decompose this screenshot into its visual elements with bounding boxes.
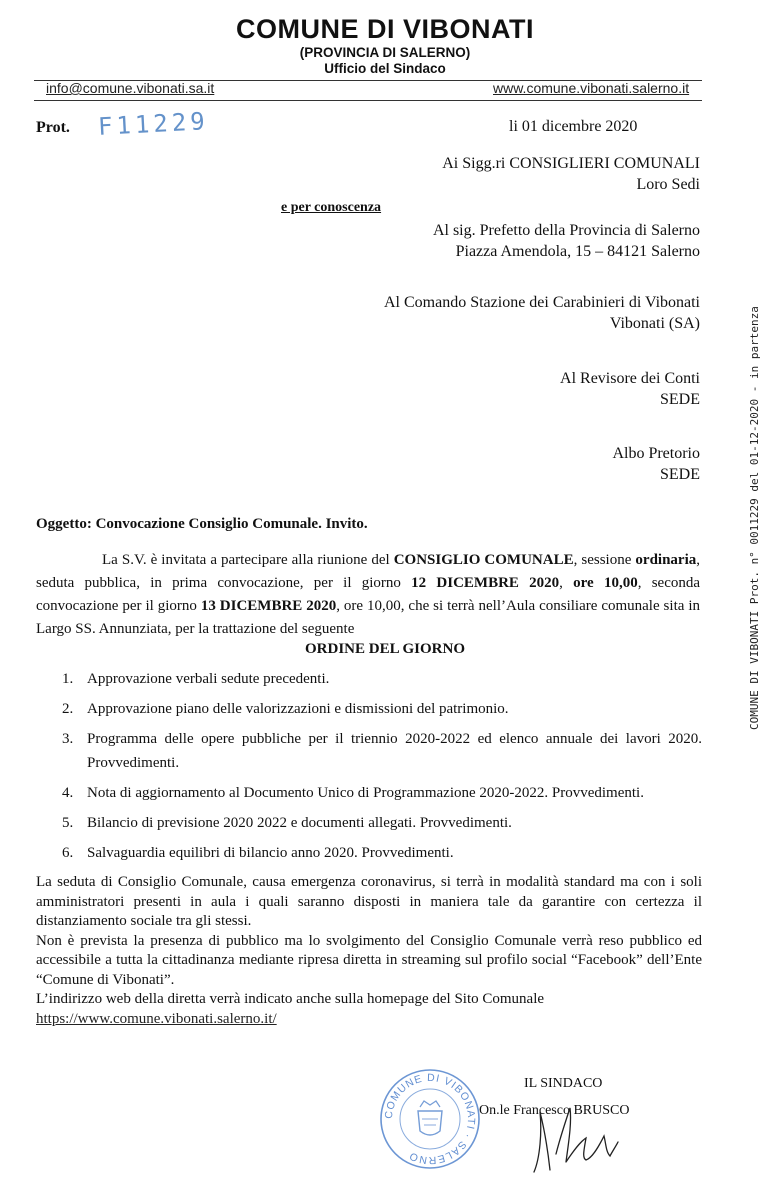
agenda-item-text: Nota di aggiornamento al Documento Unico di Programmazione 2020-2022. Provvedimenti. <box>87 785 644 801</box>
agenda-list <box>62 667 702 871</box>
letter-date: li 01 dicembre 2020 <box>509 118 638 135</box>
subject-line <box>36 516 368 533</box>
recipient-line: Albo Pretorio <box>612 445 700 462</box>
header-divider-bottom <box>34 100 702 101</box>
body-session-type: ordinaria <box>635 552 697 568</box>
agenda-item <box>62 811 702 835</box>
recipient-line: Al sig. Prefetto della Provincia di Salerno <box>432 222 700 239</box>
agenda-item-text: Approvazione verbali sedute precedenti. <box>87 671 330 687</box>
protocol-stamp: F11229 <box>97 107 210 141</box>
body-text: , sessione <box>573 552 636 568</box>
recipient-line: Loro Sedi <box>636 176 700 193</box>
recipient-line: Al Comando Stazione dei Carabinieri di Vibonati <box>383 294 700 311</box>
agenda-item-number: 6. <box>62 845 74 861</box>
signatory-name: On.le Francesco BRUSCO <box>479 1103 630 1118</box>
for-knowledge-label: e per conoscenza <box>281 200 382 215</box>
body-second-date: 13 DICEMBRE 2020 <box>200 598 337 614</box>
letterhead-province: (PROVINCIA DI SALERNO) <box>299 45 471 60</box>
recipient-councillors <box>442 153 700 195</box>
body-council-name: CONSIGLIO COMUNALE <box>393 552 574 568</box>
closing-section <box>36 873 702 1029</box>
recipient-notice-board <box>612 443 700 485</box>
body-text: , seduta pubblica, in prima convocazione, per il giorno <box>36 552 700 591</box>
recipient-prefect <box>433 220 700 262</box>
handwritten-signature-icon <box>526 1098 622 1178</box>
agenda-item-text: Programma delle opere pubbliche per il triennio 2020-2022 ed elenco annuale dei lavori 2020. Provvedimenti. <box>87 731 702 771</box>
municipal-seal-icon <box>378 1067 482 1171</box>
body-text: La S.V. è invitata a partecipare alla riunione del <box>102 552 394 568</box>
recipient-auditor <box>560 368 700 410</box>
agenda-item <box>62 667 702 691</box>
protocol-margin-note: COMUNE DI VIBONATI Prot. n° 0011229 del 01-12-2020 - in partenza <box>748 306 761 730</box>
recipient-line: SEDE <box>660 391 700 408</box>
recipient-line: Piazza Amendola, 15 – 84121 Salerno <box>455 243 700 260</box>
recipient-line: Al Revisore dei Conti <box>560 370 700 387</box>
closing-paragraph: L’indirizzo web della diretta verrà indicato anche sulla homepage del Sito Comunale <box>36 991 545 1007</box>
invitation-paragraph <box>36 549 700 641</box>
agenda-item-number: 1. <box>62 671 74 687</box>
agenda-item-text: Bilancio di previsione 2020 2022 e documenti allegati. Provvedimenti. <box>87 815 512 831</box>
agenda-item <box>62 781 702 805</box>
protocol-label: Prot. <box>36 119 70 136</box>
signatory-title: IL SINDACO <box>524 1076 603 1091</box>
recipient-line: Ai Sigg.ri CONSIGLIERI COMUNALI <box>442 155 700 172</box>
agenda-item-number: 2. <box>62 701 74 717</box>
recipient-line: Vibonati (SA) <box>609 315 700 332</box>
agenda-item-number: 3. <box>62 731 74 747</box>
header-email-link[interactable]: info@comune.vibonati.sa.it <box>46 80 215 96</box>
agenda-item <box>62 727 702 775</box>
recipient-line: SEDE <box>660 466 700 483</box>
agenda-title: ORDINE DEL GIORNO <box>304 641 466 657</box>
body-text: , ore 10,00, che si terrà nell’Aula consiliare comunale sita in Largo SS. Annunziata, per la trattazione del seguente <box>36 598 700 637</box>
subject-label: Oggetto <box>36 516 87 532</box>
agenda-item-text: Salvaguardia equilibri di bilancio anno 2020. Provvedimenti. <box>87 845 454 861</box>
letterhead-title: COMUNE DI VIBONATI <box>236 14 534 44</box>
agenda-item-number: 5. <box>62 815 74 831</box>
svg-text:COMUNE DI VIBONATI · SALERNO: COMUNE DI VIBONATI · SALERNO <box>382 1071 478 1167</box>
closing-paragraph: Non è prevista la presenza di pubblico ma lo svolgimento del Consiglio Comunale verrà reso pubblico ed accessibile a tutta la cittadinanza mediante ripresa diretta in streaming sul profilo social “Facebook” dell’Ente “Comune di Vibonati”. <box>36 932 702 988</box>
closing-paragraph: La seduta di Consiglio Comunale, causa emergenza coronavirus, si terrà in modalità standard ma con i soli amministratori presenti in aula i quali saranno disposti in maniera tale da garantire con certezza il distanziamento sociale tra gli stessi. <box>36 874 702 929</box>
header-website-link[interactable]: www.comune.vibonati.salerno.it <box>493 80 690 96</box>
body-first-date: 12 DICEMBRE 2020 <box>411 575 560 591</box>
agenda-item-number: 4. <box>62 785 74 801</box>
body-text: , seconda convocazione per il giorno <box>36 575 701 614</box>
recipient-carabinieri <box>384 292 700 334</box>
letterhead-office: Ufficio del Sindaco <box>324 61 446 76</box>
website-link[interactable]: https://www.comune.vibonati.salerno.it/ <box>36 1010 277 1027</box>
body-first-time: ore 10,00 <box>573 575 638 591</box>
subject-text: : Convocazione Consiglio Comunale. Invito. <box>86 516 368 532</box>
agenda-item <box>62 841 702 865</box>
agenda-item-text: Approvazione piano delle valorizzazioni e dismissioni del patrimonio. <box>87 701 509 717</box>
agenda-item <box>62 697 702 721</box>
body-text: , <box>559 575 574 591</box>
